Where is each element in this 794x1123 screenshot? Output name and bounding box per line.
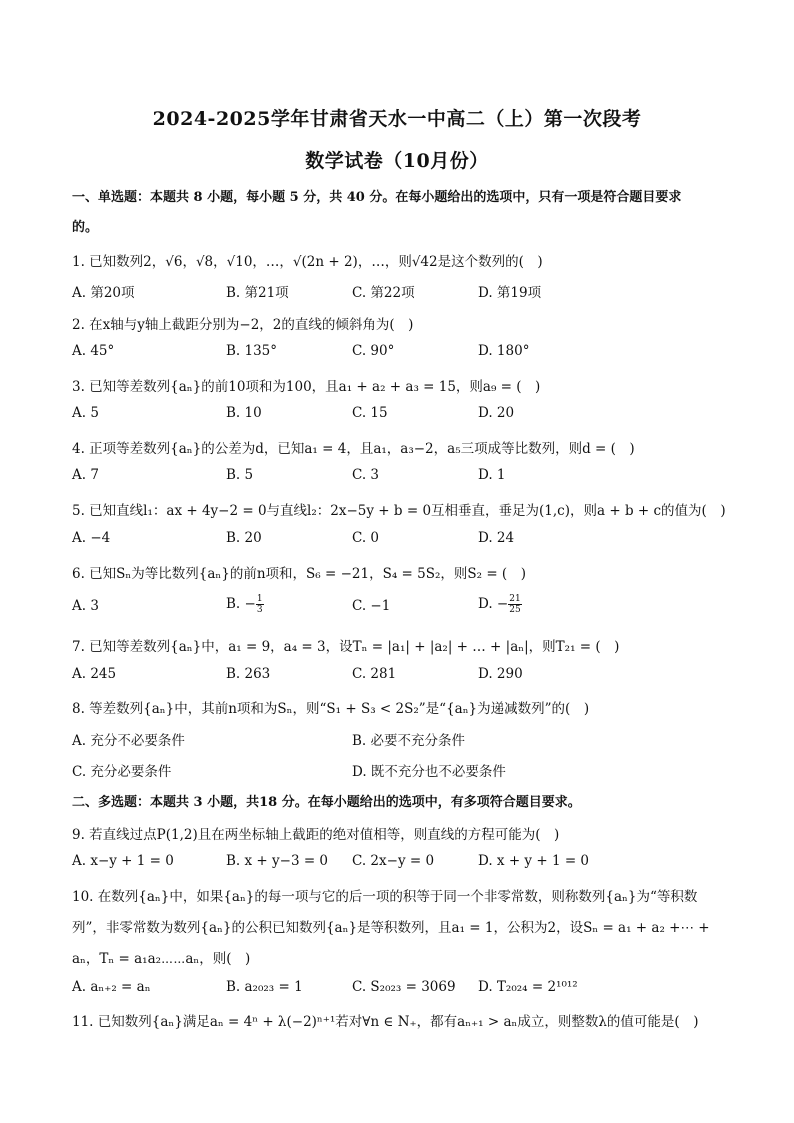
q1-option-b: B. 第21项 — [226, 285, 289, 301]
q6-option-b — [226, 594, 264, 615]
q10-option-b: B. a₂₀₂₃ = 1 — [226, 979, 303, 995]
q6-option-b-fraction — [256, 594, 264, 615]
exam-title: 2024-2025学年甘肃省天水一中高二（上）第一次段考 — [152, 108, 642, 130]
q6-b-numerator: 1 — [256, 594, 263, 604]
question-7-stem: 7. 已知等差数列{aₙ}中，a₁ = 9，a₄ = 3，设Tₙ = |a₁| + |a₂| + … + |aₙ|，则T₂₁ = ( ) — [72, 639, 620, 655]
question-6-stem: 6. 已知Sₙ为等比数列{aₙ}的前n项和，S₆ = −21，S₄ = 5S₂，则S₂ = ( ) — [72, 566, 526, 582]
q1-option-d: D. 第19项 — [478, 285, 542, 301]
q10-option-d: D. T₂₀₂₄ = 2¹⁰¹² — [478, 979, 578, 995]
q2-option-d: D. 180° — [478, 343, 530, 359]
q6-option-d — [478, 594, 522, 615]
q6-d-denominator: 25 — [509, 605, 521, 615]
q3-option-c: C. 15 — [352, 405, 388, 421]
q4-option-d: D. 1 — [478, 467, 506, 483]
q9-option-d: D. x + y + 1 = 0 — [478, 853, 590, 869]
question-10-stem-line1: 10. 在数列{aₙ}中，如果{aₙ}的每一项与它的后一项的积等于同一个非零常数，则称数列{aₙ}为“等积数 — [72, 889, 698, 905]
exam-subtitle: 数学试卷（10月份） — [305, 150, 489, 172]
q5-option-c: C. 0 — [352, 530, 380, 546]
question-9-stem: 9. 若直线过点P(1,2)且在两坐标轴上截距的绝对值相等，则直线的方程可能为( ) — [72, 827, 560, 843]
q5-option-a: A. −4 — [72, 530, 111, 546]
q7-option-d: D. 290 — [478, 666, 523, 682]
q9-option-c: C. 2x−y = 0 — [352, 853, 435, 869]
q3-option-b: B. 10 — [226, 405, 262, 421]
q3-option-d: D. 20 — [478, 405, 515, 421]
question-5-stem: 5. 已知直线l₁：ax + 4y−2 = 0与直线l₂：2x−5y + b = 0互相垂直，垂足为(1,c)，则a + b + c的值为( ) — [72, 503, 726, 519]
q8-option-c: C. 充分必要条件 — [72, 764, 172, 780]
question-10-stem-line3: aₙ，Tₙ = a₁a₂⋯⋯aₙ，则( ) — [72, 951, 251, 967]
question-11-stem: 11. 已知数列{aₙ}满足aₙ = 4ⁿ + λ(−2)ⁿ⁺¹若对∀n ∈ N₊，都有aₙ₊₁ > aₙ成立，则整数λ的值可能是( ) — [72, 1014, 699, 1030]
question-10-stem-line2: 列”，非零常数为数列{aₙ}的公积已知数列{aₙ}是等积数列，且a₁ = 1，公积为2，设Sₙ = a₁ + a₂ +⋯ + — [72, 920, 710, 936]
q7-option-c: C. 281 — [352, 666, 397, 682]
q3-option-a: A. 5 — [72, 405, 99, 421]
q7-option-b: B. 263 — [226, 666, 271, 682]
question-1-stem: 1. 已知数列2，√6，√8，√10，…，√(2n + 2)，…，则√42是这个数列的( ) — [72, 254, 543, 270]
q9-option-a: A. x−y + 1 = 0 — [72, 853, 174, 869]
q5-option-d: D. 24 — [478, 530, 515, 546]
q2-option-c: C. 90° — [352, 343, 395, 359]
q9-option-b: B. x + y−3 = 0 — [226, 853, 329, 869]
q6-option-d-label: D. − — [478, 596, 509, 612]
q6-option-d-fraction — [508, 594, 521, 615]
q6-b-denominator: 3 — [256, 605, 263, 615]
section1-heading: 一、单选题：本题共 8 小题，每小题 5 分，共 40 分。在每小题给出的选项中，只有一项是符合题目要求 — [72, 190, 682, 205]
q6-option-b-label: B. − — [226, 596, 256, 612]
q4-option-a: A. 7 — [72, 467, 99, 483]
q6-option-c: C. −1 — [352, 598, 391, 614]
q10-option-c: C. S₂₀₂₃ = 3069 — [352, 979, 456, 995]
q7-option-a: A. 245 — [72, 666, 117, 682]
q6-option-a: A. 3 — [72, 598, 99, 614]
question-3-stem: 3. 已知等差数列{aₙ}的前10项和为100，且a₁ + a₂ + a₃ = 15，则a₉ = ( ) — [72, 379, 541, 395]
q8-option-a: A. 充分不必要条件 — [72, 733, 185, 749]
question-2-stem: 2. 在x轴与y轴上截距分别为−2，2的直线的倾斜角为( ) — [72, 317, 414, 333]
q6-d-numerator: 21 — [509, 594, 521, 604]
question-8-stem: 8. 等差数列{aₙ}中，其前n项和为Sₙ，则“S₁ + S₃ < 2S₂”是“{aₙ}为递减数列”的( ) — [72, 701, 590, 717]
section2-heading: 二、多选题：本题共 3 小题，共18 分。在每小题给出的选项中，有多项符合题目要求。 — [72, 795, 581, 810]
q5-option-b: B. 20 — [226, 530, 262, 546]
q10-option-a: A. aₙ₊₂ = aₙ — [72, 979, 151, 995]
q1-option-c: C. 第22项 — [352, 285, 415, 301]
q4-option-c: C. 3 — [352, 467, 380, 483]
q8-option-d: D. 既不充分也不必要条件 — [352, 764, 506, 780]
section1-heading-cont: 的。 — [72, 220, 99, 235]
question-4-stem: 4. 正项等差数列{aₙ}的公差为d，已知a₁ = 4，且a₁，a₃−2，a₅三项成等比数列，则d = ( ) — [72, 441, 635, 457]
q1-option-a: A. 第20项 — [72, 285, 135, 301]
q8-option-b: B. 必要不充分条件 — [352, 733, 466, 749]
q4-option-b: B. 5 — [226, 467, 254, 483]
q2-option-b: B. 135° — [226, 343, 278, 359]
q2-option-a: A. 45° — [72, 343, 115, 359]
